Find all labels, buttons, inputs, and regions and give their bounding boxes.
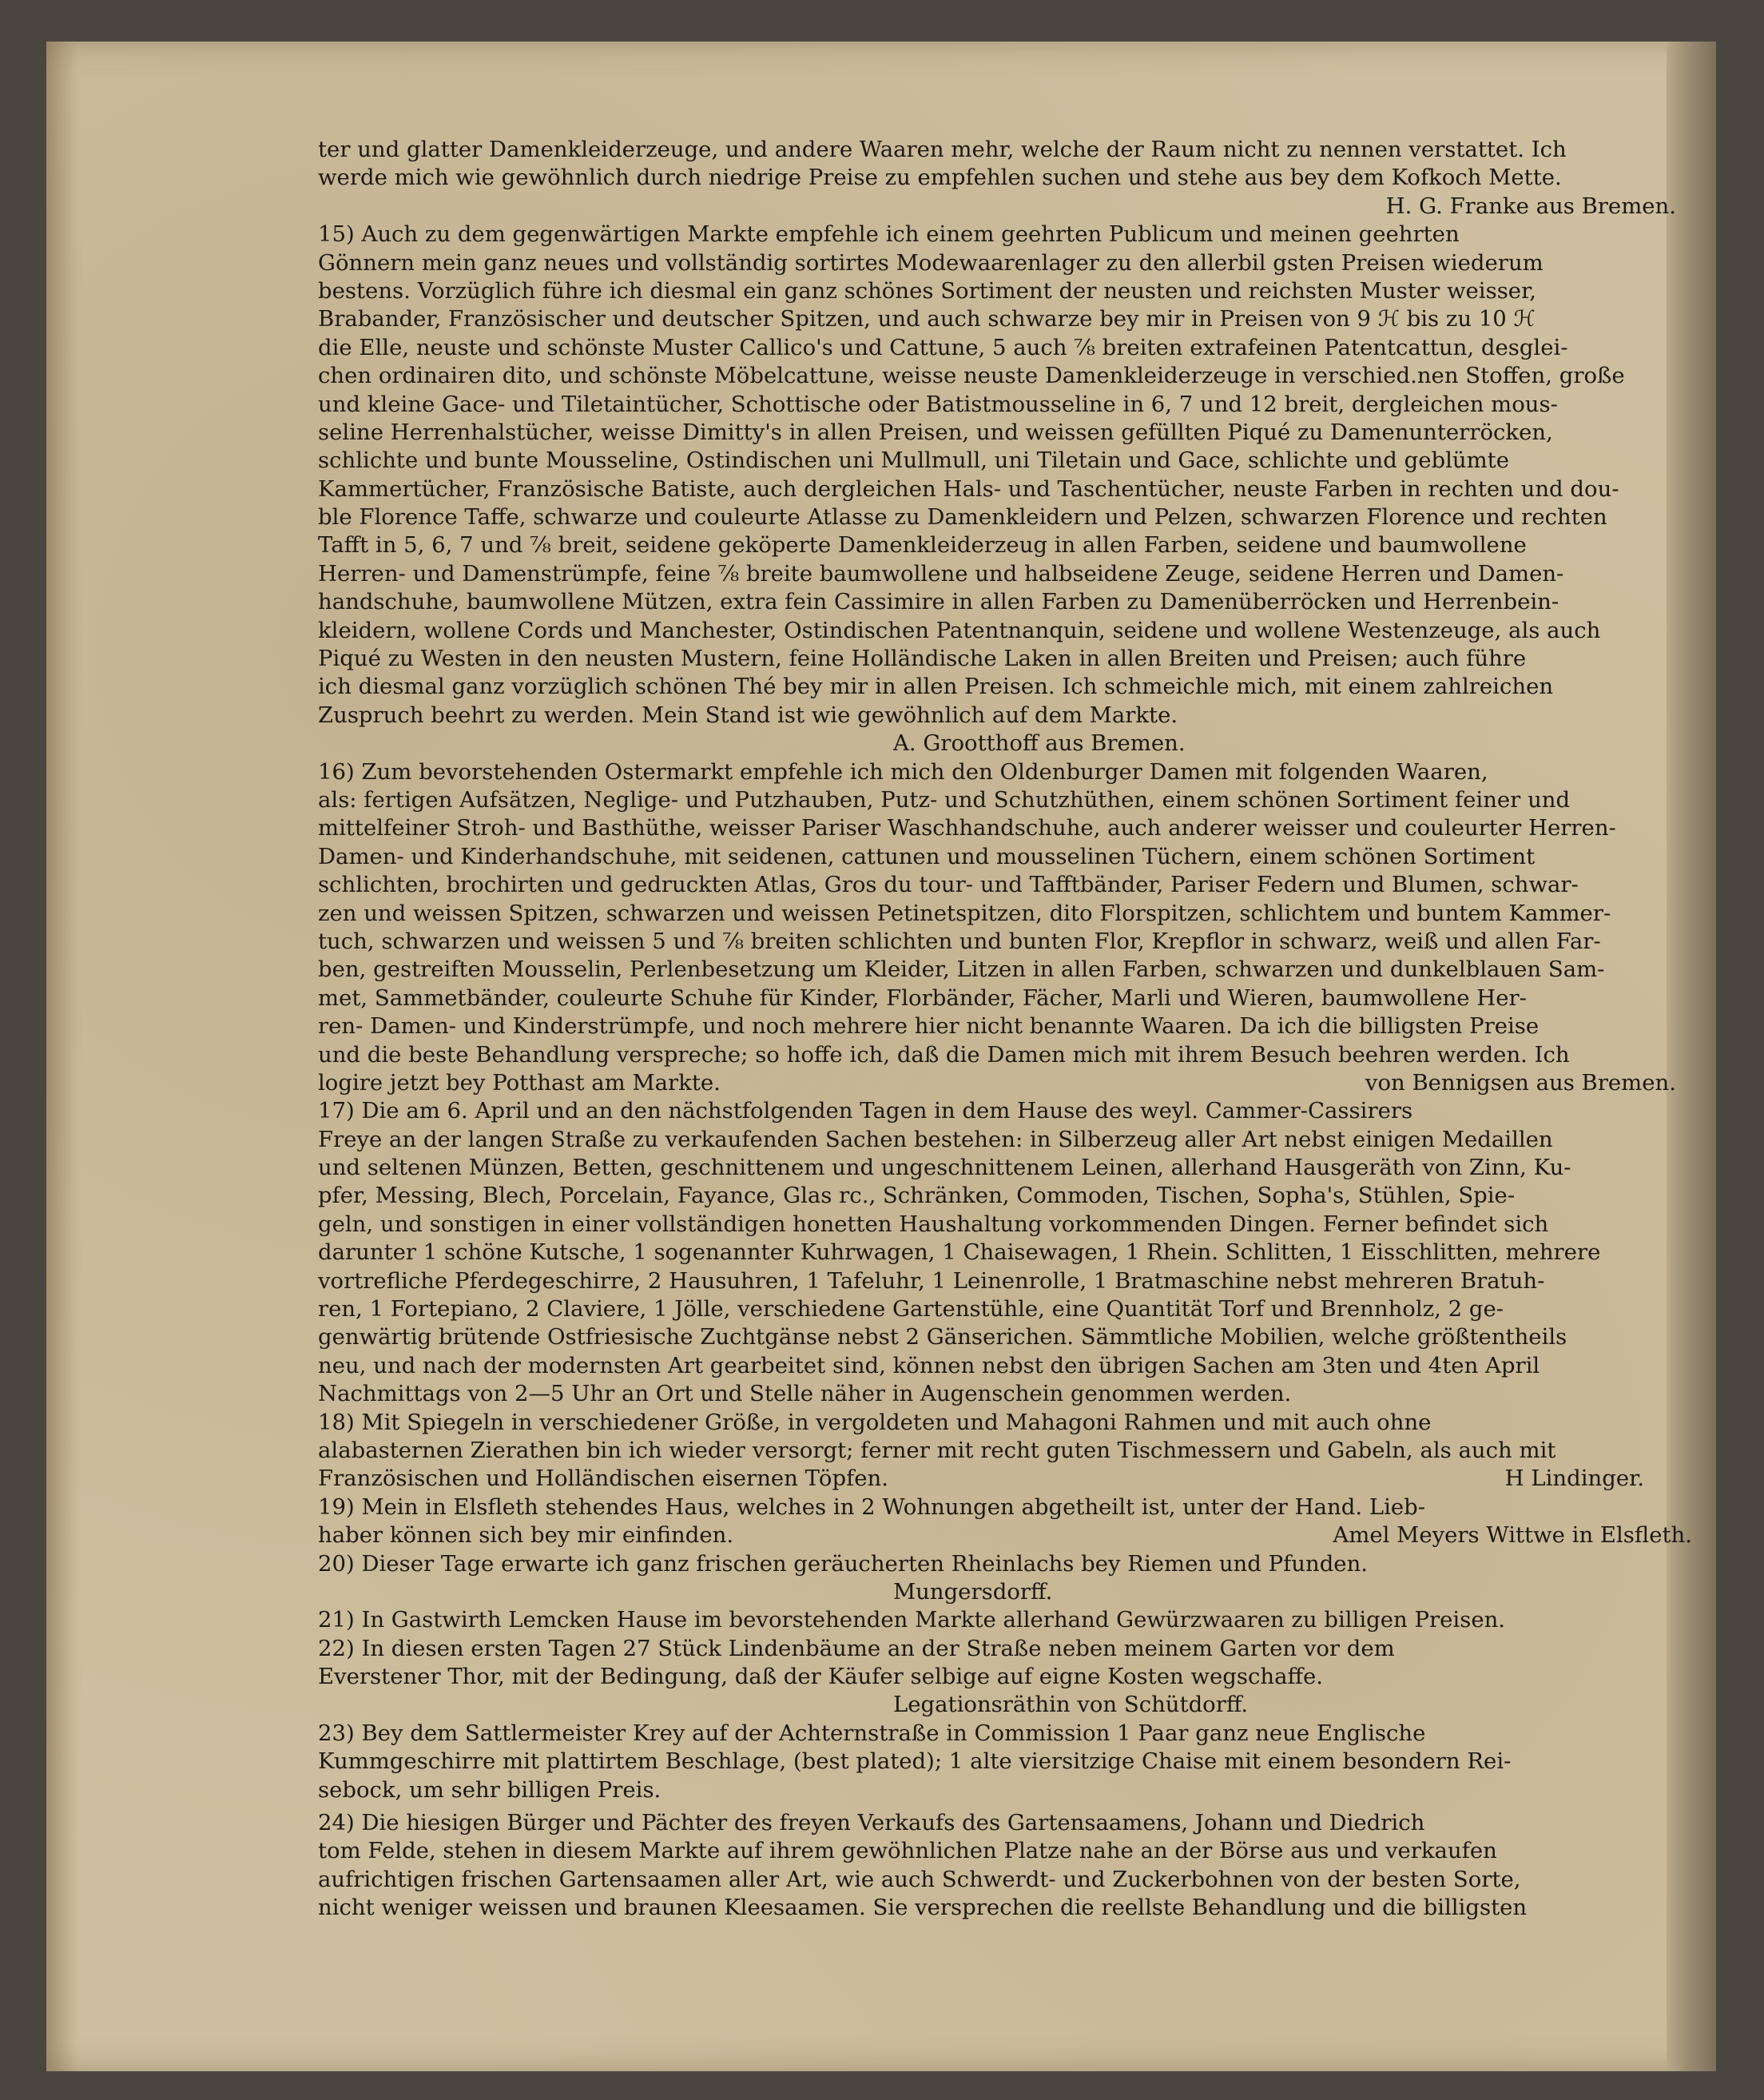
text-line <box>318 1069 1708 1097</box>
text-line: die Elle, neuste und schönste Muster Callico's und Cattune, 5 auch ⅞ breiten extrafeinen Patentcattun, desglei- <box>318 334 1568 360</box>
text-line: Everstener Thor, mit der Bedingung, daß der Käufer selbige auf eigne Kosten wegschaffe. <box>318 1664 1324 1690</box>
text-fragment: haber können sich bey mir einfinden. <box>318 1522 734 1549</box>
newspaper-page <box>46 42 1716 2071</box>
text-line: darunter 1 schöne Kutsche, 1 sogenannter Kuhrwagen, 1 Chaisewagen, 1 Rhein. Schlitten, 1 Eisschlitten, mehrere <box>318 1239 1601 1266</box>
text-line: Zuspruch beehrt zu werden. Mein Stand ist wie gewöhnlich auf dem Markte. <box>318 702 1178 728</box>
text-line: 15) Auch zu dem gegenwärtigen Markte empfehle ich einem geehrten Publicum und meinen geehrten <box>318 221 1460 248</box>
text-line: Piqué zu Westen in den neusten Mustern, feine Holländische Laken in allen Breiten und Preisen; auch führe <box>318 646 1527 672</box>
text-line: aufrichtigen frischen Gartensaamen aller Art, wie auch Schwerdt- und Zuckerbohnen von der besten Sorte, <box>318 1866 1521 1892</box>
text-line <box>318 1465 1708 1493</box>
text-line: Kummgeschirre mit plattirtem Beschlage, (best plated); 1 alte viersitzige Chaise mit einem besondern Rei- <box>318 1748 1512 1775</box>
text-line: und seltenen Münzen, Betten, geschnittenem und ungeschnittenem Leinen, allerhand Hausgeräth von Zinn, Ku- <box>318 1155 1571 1181</box>
text-line: Damen- und Kinderhandschuhe, mit seidenen, cattunen und mousselinen Tüchern, einem schönen Sortiment <box>318 843 1536 869</box>
signature-line: H. G. Franke aus Bremen. <box>1385 193 1676 219</box>
signature-line: A. Grootthoff aus Bremen. <box>893 730 1186 757</box>
text-line: 17) Die am 6. April und an den nächstfolgenden Tagen in dem Hause des weyl. Cammer-Cassirers <box>318 1098 1413 1124</box>
text-line: 21) In Gastwirth Lemcken Hause im bevorstehenden Markte allerhand Gewürzwaaren zu billigen Preisen. <box>318 1607 1506 1633</box>
signature-inline: Amel Meyers Wittwe in Elsfleth. <box>1333 1522 1692 1549</box>
text-line: 20) Dieser Tage erwarte ich ganz frischen geräucherten Rheinlachs bey Riemen und Pfunden. <box>318 1550 1369 1577</box>
text-line: genwärtig brütende Ostfriesische Zuchtgänse nebst 2 Gänserichen. Sämmtliche Mobilien, welche größtentheils <box>318 1324 1567 1350</box>
text-line: ben, gestreiften Mousselin, Perlenbesetzung um Kleider, Litzen in allen Farben, schwarzen und dunkelblauen Sam- <box>318 957 1605 983</box>
text-line: 19) Mein in Elsfleth stehendes Haus, welches in 2 Wohnungen abgetheilt ist, unter der Hand. Lieb- <box>318 1493 1426 1520</box>
text-fragment: Französischen und Holländischen eisernen Töpfen. <box>318 1466 888 1492</box>
text-line: mittelfeiner Stroh- und Basthüthe, weisser Pariser Waschhandschuhe, auch anderer weisser und couleurter Herren- <box>318 815 1616 841</box>
text-line: ter und glatter Damenkleiderzeuge, und andere Waaren mehr, welche der Raum nicht zu nennen verstattet. Ich <box>318 137 1567 162</box>
text-line: nicht weniger weissen und braunen Kleesaamen. Sie versprechen die reellste Behandlung und die billigsten <box>318 1895 1528 1921</box>
text-line: kleidern, wollene Cords und Manchester, Ostindischen Patentnanquin, seidene und wollene Westenzeuge, als auch <box>318 617 1601 643</box>
text-line: zen und weissen Spitzen, schwarzen und weissen Petinetspitzen, dito Florspitzen, schlichtem und buntem Kammer- <box>318 900 1611 926</box>
text-line: werde mich wie gewöhnlich durch niedrige Preise zu empfehlen suchen und stehe aus bey dem Kofkoch Mette. <box>318 165 1562 191</box>
text-line: vortrefliche Pferdegeschirre, 2 Hausuhren, 1 Tafeluhr, 1 Leinenrolle, 1 Bratmaschine nebst mehreren Bratuh- <box>318 1267 1545 1294</box>
text-line <box>318 1521 1708 1549</box>
text-line: Freye an der langen Straße zu verkaufenden Sachen bestehen: in Silberzeug aller Art nebst einigen Medaillen <box>318 1126 1553 1152</box>
text-line: pfer, Messing, Blech, Porcelain, Fayance, Glas rc., Schränken, Commoden, Tischen, Sopha's, Stühlen, Spie- <box>318 1183 1516 1209</box>
text-line: 22) In diesen ersten Tagen 27 Stück Lindenbäume an der Straße neben meinem Garten vor dem <box>318 1635 1395 1661</box>
text-line: Nachmittags von 2—5 Uhr an Ort und Stelle näher in Augenschein genommen werden. <box>318 1381 1292 1407</box>
text-line: 18) Mit Spiegeln in verschiedener Größe, in vergoldeten und Mahagoni Rahmen und mit auch ohne <box>318 1409 1432 1435</box>
page-body-text <box>318 136 1708 1923</box>
text-line: seline Herrenhalstücher, weisse Dimitty's in allen Preisen, und weissen gefüllten Piqué zu Damenunterröcken, <box>318 419 1553 445</box>
text-line: neu, und nach der modernsten Art gearbeitet sind, können nebst den übrigen Sachen am 3ten und 4ten April <box>318 1352 1540 1378</box>
text-line: als: fertigen Aufsätzen, Neglige- und Putzhauben, Putz- und Schutzhüthen, einem schönen Sortiment feiner und <box>318 786 1571 813</box>
signature-inline: von Bennigsen aus Bremen. <box>1365 1069 1676 1096</box>
text-line: handschuhe, baumwollene Mützen, extra fein Cassimire in allen Farben zu Damenüberröcken und Herrenbein- <box>318 589 1559 615</box>
text-line: chen ordinairen dito, und schönste Möbelcattune, weisse neuste Damenkleiderzeuge in verschied.nen Stoffen, große <box>318 363 1625 389</box>
text-line: tuch, schwarzen und weissen 5 und ⅞ breiten schlichten und bunten Flor, Krepflor in schwarz, weiß und allen Far- <box>318 928 1601 954</box>
text-line: 16) Zum bevorstehenden Ostermarkt empfehle ich mich den Oldenburger Damen mit folgenden Waaren, <box>318 758 1488 785</box>
signature-line: Mungersdorff. <box>893 1578 1053 1605</box>
text-line: ren- Damen- und Kinderstrümpfe, und noch mehrere hier nicht benannte Waaren. Da ich die billigsten Preise <box>318 1013 1540 1040</box>
text-line: sebock, um sehr billigen Preis. <box>318 1776 662 1803</box>
signature-line: Legationsräthin von Schütdorff. <box>893 1692 1249 1718</box>
text-line: und die beste Behandlung verspreche; so hoffe ich, daß die Damen mich mit ihrem Besuch beehren werden. Ich <box>318 1041 1570 1068</box>
text-line: Brabander, Französischer und deutscher Spitzen, und auch schwarze bey mir in Preisen von 9 ℋ bis zu 10 ℋ <box>318 306 1536 332</box>
text-line: schlichte und bunte Mousseline, Ostindischen uni Mullmull, uni Tiletain und Gace, schlichte und geblümte <box>318 447 1509 474</box>
text-line: bestens. Vorzüglich führe ich diesmal ein ganz schönes Sortiment der neusten und reichsten Muster weisser, <box>318 277 1536 304</box>
text-line: und kleine Gace- und Tiletaintücher, Schottische oder Batistmousseline in 6, 7 und 12 breit, dergleichen mous- <box>318 391 1558 417</box>
text-line: ich diesmal ganz vorzüglich schönen Thé bey mir in allen Preisen. Ich schmeichle mich, mit einem zahlreichen <box>318 674 1554 700</box>
text-line: Kammertücher, Französische Batiste, auch dergleichen Hals- und Taschentücher, neuste Farben in rechten und dou- <box>318 475 1619 502</box>
signature-inline: H Lindinger. <box>1504 1466 1644 1492</box>
text-line: met, Sammetbänder, couleurte Schuhe für Kinder, Florbänder, Fächer, Marli und Wieren, baumwollene Her- <box>318 984 1527 1011</box>
text-line: ren, 1 Fortepiano, 2 Claviere, 1 Jölle, verschiedene Gartenstühle, eine Quantität Torf und Brennholz, 2 ge- <box>318 1296 1504 1322</box>
text-line: geln, und sonstigen in einer vollständigen honetten Haushaltung vorkommenden Dingen. Ferner befindet sich <box>318 1211 1549 1237</box>
text-line: Gönnern mein ganz neues und vollständig sortirtes Modewaarenlager zu den allerbil gsten Preisen wiederum <box>318 249 1544 276</box>
text-line: tom Felde, stehen in diesem Markte auf ihrem gewöhnlichen Platze nahe an der Börse aus und verkaufen <box>318 1838 1497 1864</box>
text-line: schlichten, brochirten und gedruckten Atlas, Gros du tour- und Tafftbänder, Pariser Federn und Blumen, schwar- <box>318 872 1579 898</box>
text-line: ble Florence Taffe, schwarze und couleurte Atlasse zu Damenkleidern und Pelzen, schwarzen Florence und rechten <box>318 504 1607 531</box>
text-line: alabasternen Zierathen bin ich wieder versorgt; ferner mit recht guten Tischmessern und Gabeln, als auch mit <box>318 1437 1556 1463</box>
text-line: Herren- und Damenstrümpfe, feine ⅞ breite baumwollene und halbseidene Zeuge, seidene Herren und Damen- <box>318 560 1564 587</box>
text-fragment: logire jetzt bey Potthast am Markte. <box>318 1069 721 1096</box>
text-line: 24) Die hiesigen Bürger und Pächter des freyen Verkaufs des Gartensaamens, Johann und Diedrich <box>318 1810 1425 1836</box>
text-line: 23) Bey dem Sattlermeister Krey auf der Achternstraße in Commission 1 Paar ganz neue Englische <box>318 1720 1426 1746</box>
text-line: Tafft in 5, 6, 7 und ⅞ breit, seidene geköperte Damenkleiderzeug in allen Farben, seidene und baumwollene <box>318 532 1527 559</box>
